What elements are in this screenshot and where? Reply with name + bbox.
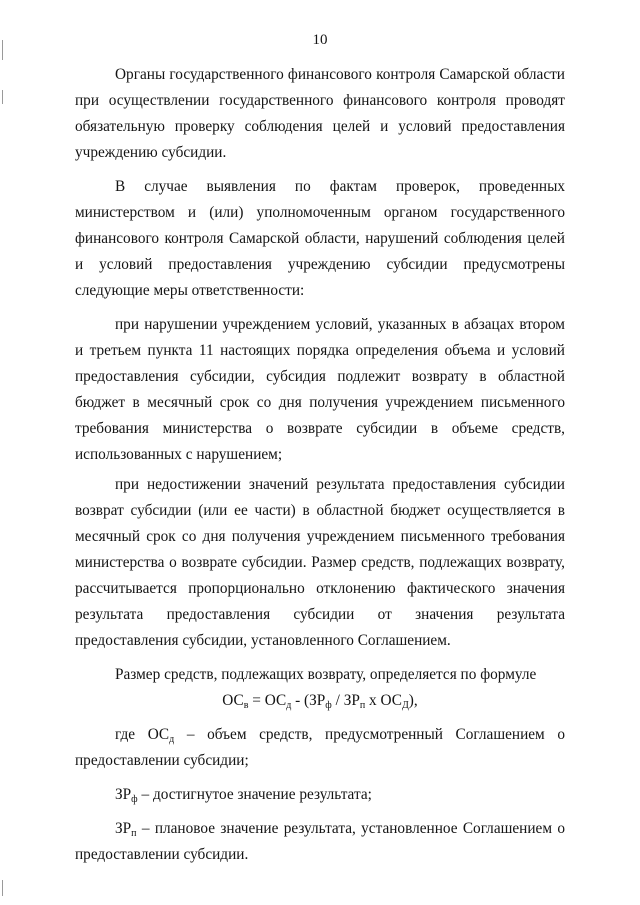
definition-zr-f: $ЗР_ф$ – достигнутое значение результата; bbox=[115, 786, 372, 805]
paragraph: при недостижении значений результата предоставления субсидии возврат субсидии (или ее части) в областной бюджет осуществляется в месячный срок со дня получения учреждением письменного требования министерства о возврате субсидии. Размер средств, подлежащих возврату, рассчитывается пропорционально отклонению фактического значения результата предоставления субсидии от значения результата предоставления субсидии, установленного Соглашением. bbox=[75, 476, 565, 649]
definition-os-d: где $ОС_д$ – объем средств, предусмотренный Соглашением о предоставлении субсидии; bbox=[75, 726, 565, 769]
scan-edge-mark bbox=[2, 90, 3, 104]
formula-intro: Размер средств, подлежащих возврату, определяется по формуле bbox=[115, 666, 537, 683]
formula: $ОС_в = ОС_д - (ЗР_ф / ЗР_п$ х $ОС_Д$), bbox=[222, 692, 418, 711]
page-number: 10 bbox=[312, 32, 328, 48]
paragraph: при нарушении учреждением условий, указанных в абзацах втором и третьем пункта 11 настоящих порядка определения объема и условий предоставления субсидии, субсидия подлежит возврату в областной бюджет в месячный срок со дня получения учреждением письменного требования министерства о возврате субсидии в объеме средств, использованных с нарушением; bbox=[75, 316, 565, 463]
scan-edge-mark bbox=[2, 880, 3, 896]
paragraph: Органы государственного финансового контроля Самарской области при осуществлении государственного финансового контроля проводят обязательную проверку соблюдения целей и условий предоставления учреждению субсидии. bbox=[75, 66, 565, 161]
definition-zr-p: $ЗР_п$ – плановое значение результата, установленное Соглашением о предоставлении субсидии. bbox=[75, 820, 565, 863]
paragraph: В случае выявления по фактам проверок, проведенных министерством и (или) уполномоченным органом государственного финансового контроля Самарской области, нарушений соблюдения целей и условий предоставления учреждению субсидии предусмотрены следующие меры ответственности: bbox=[75, 178, 565, 299]
document-body bbox=[75, 62, 565, 876]
